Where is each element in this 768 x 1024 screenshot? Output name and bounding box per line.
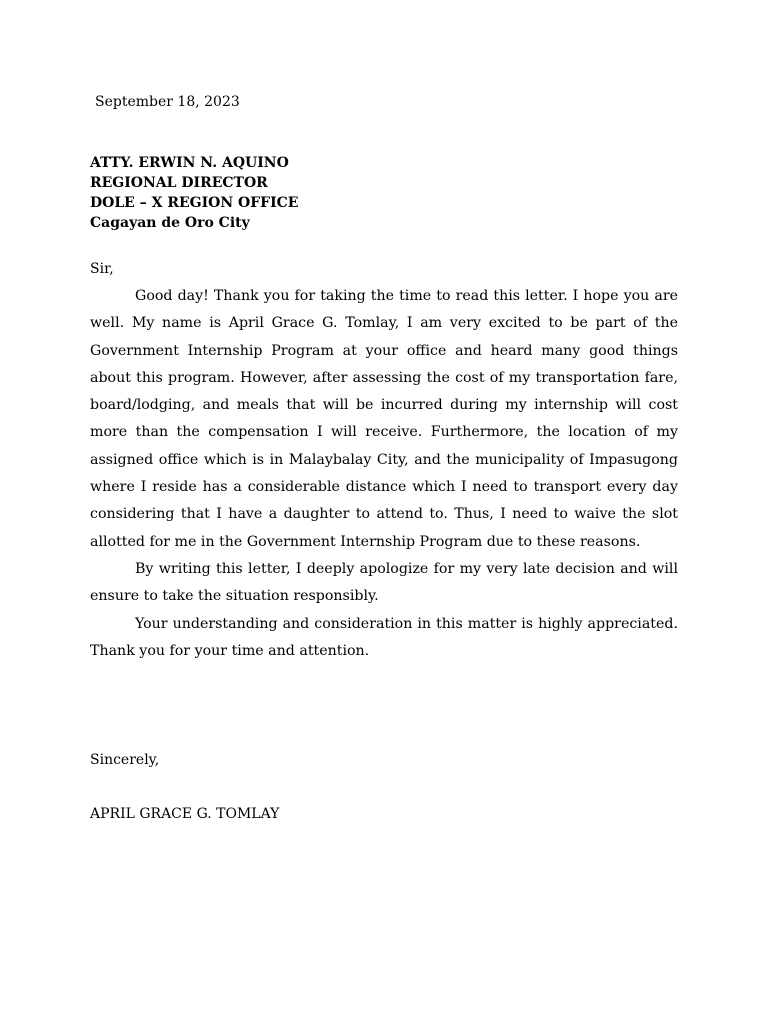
recipient-office: DOLE – X REGION OFFICE (90, 195, 299, 211)
recipient-name: ATTY. ERWIN N. AQUINO (90, 155, 289, 171)
closing: Sincerely, (90, 752, 160, 768)
body-paragraph-2: By writing this letter, I deeply apologize for my very late decision and will ensure to take the situation responsibly. (90, 560, 678, 605)
recipient-city: Cagayan de Oro City (90, 215, 250, 231)
recipient-title: REGIONAL DIRECTOR (90, 175, 268, 191)
body-paragraph-3: Your understanding and consideration in this matter is highly appreciated. Thank you for your time and attention. (90, 615, 678, 659)
letter-body (90, 283, 678, 665)
body-paragraph-1: Good day! Thank you for taking the time to read this letter. I hope you are well. My name is April Grace G. Tomlay, I am very excited to be part of the Government Internship Program at your office and heard many good things about this program. However, after assessing the cost of my transportation fare, board/lodging, and meals that will be incurred during my internship will cost more than the compensation I will receive. Furthermore, the location of my assigned office which is in Malaybalay City, and the municipality of Impasugong where I reside has a considerable distance which I need to transport every day considering that I have a daughter to attend to. Thus, I need to waive the slot allotted for me in the Government Internship Program due to these reasons. (90, 288, 678, 550)
letter-date: September 18, 2023 (95, 94, 240, 110)
recipient-block (90, 153, 690, 233)
salutation: Sir, (90, 261, 114, 277)
signatory-name: APRIL GRACE G. TOMLAY (90, 806, 280, 822)
